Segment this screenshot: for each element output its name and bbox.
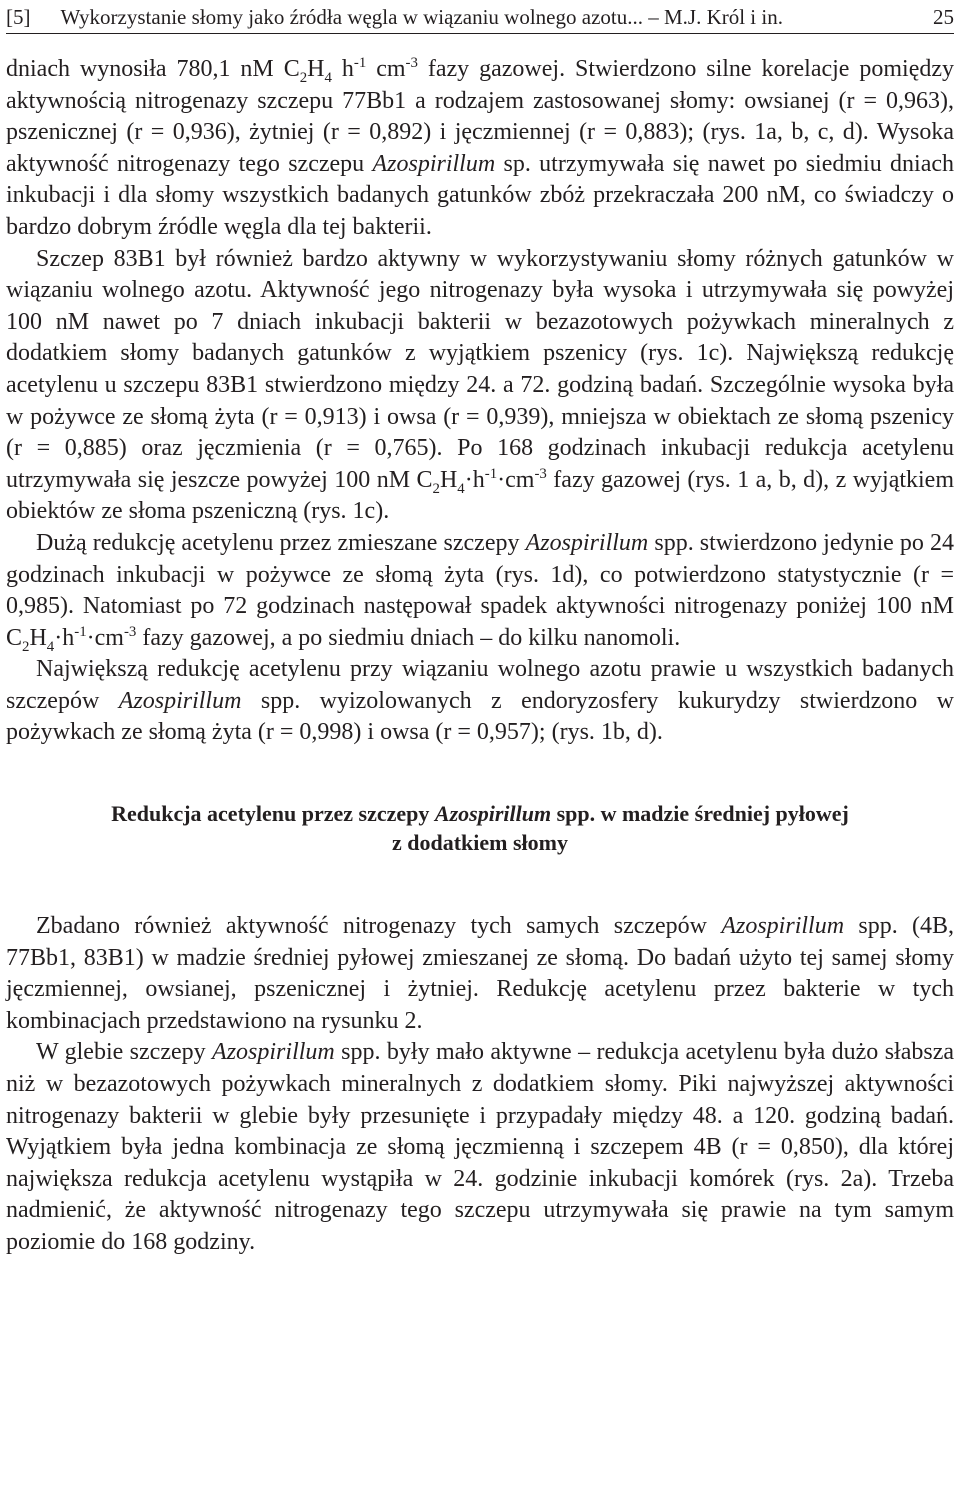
species-name: Azospirillum [434, 801, 552, 827]
section-heading: Redukcja acetylenu przez szczepy Azospirillum spp. w madzie średniej pyłowej z dodatkiem słomy [111, 801, 849, 856]
running-title: Wykorzystanie słomy jako źródła węgla w wiązaniu wolnego azotu... – M.J. Król i in. [60, 4, 783, 29]
superscript: -1 [74, 623, 87, 640]
section-number: [5] [6, 4, 31, 29]
species-name: Azospirillum [372, 150, 496, 177]
paragraph-1: dniach wynosiła 780,1 nM $C_2H_4$ $h^{-1}$ $cm^{-3}$ fazy gazowej. Stwierdzono silne korelacje pomiędzy aktywnością nitrogenazy szczepu 77Bb1 a rodzajem zastosowanej słomy: owsianej (r = 0,963), pszenicznej (r = 0,936), żytniej (r = 0,892) i jęczmiennej (r = 0,883); (rys. 1a, b, c, d). Wysoka aktywność nitrogenazy tego szczepu Azospirillum sp. utrzymywała się nawet po siedmiu dniach inkubacji i dla słomy wszystkich badanych gatunków zbóż przekraczała 200 nM, co świadczy o bardzo dobrym źródle węgla dla tej bakterii. [6, 55, 955, 240]
species-name: Azospirillum [118, 687, 242, 714]
article-body [6, 54, 954, 1259]
subscript: 2 [299, 69, 308, 86]
subscript: 4 [324, 69, 332, 86]
species-name: Azospirillum [212, 1039, 335, 1066]
subscript: 4 [46, 638, 55, 655]
species-name: Azospirillum [525, 529, 649, 556]
page-number: 25 [933, 4, 954, 29]
superscript: -1 [484, 465, 498, 482]
superscript: -3 [405, 55, 418, 71]
paragraph-5: Zbadano również aktywność nitrogenazy tych samych szczepów Azospirillum spp. (4B, 77Bb1, 83B1) w madzie średniej pyłowej zmieszanej ze słomą. Do badań użyto tej samej słomy jęczmiennej, owsianej, pszenicznej i żytniej. Redukcję acetylenu przez bakterie w tych kombinacjach przedstawiono na rysunku 2. [6, 913, 955, 1034]
superscript: -3 [123, 623, 137, 640]
paragraph-2: Szczep 83B1 był również bardzo aktywny w wykorzystywaniu słomy różnych gatunków w wiązaniu wolnego azotu. Aktywność jego nitrogenazy była wysoka i utrzymywała się powyżej 100 nM nawet po 7 dniach inkubacji bakterii w bezazotowych pożywkach mineralnych z dodatkiem słomy badanych gatunków z wyjątkiem pszenicy (rys. 1c). Największą redukcję acetylenu u szczepu 83B1 stwierdzono między 24. a 72. godziną badań. Szczególnie wysoka była w pożywce ze słomą żyta (r = 0,913) i owsa (r = 0,939), mniejsza w obiektach ze słomą pszenicy (r = 0,885) oraz jęczmienia (r = 0,765). Po 168 godzinach inkubacji redukcja acetylenu utrzymywała się jeszcze powyżej 100 nM $C_2H_4\cdot h^{-1}\cdot cm^{-3}$ fazy gazowej (rys. 1 a, b, d), z wyjątkiem obiektów ze słoma pszeniczną (rys. 1c). [6, 245, 954, 525]
paragraph-4: Największą redukcję acetylenu przy wiązaniu wolnego azotu prawie u wszystkich badanych szczepów Azospirillum spp. wyizolowanych z endoryzosfery kukurydzy stwierdzono w pożywkach ze słomą żyta (r = 0,998) i owsa (r = 0,957); (rys. 1b, d). [6, 656, 955, 746]
superscript: -3 [534, 465, 547, 482]
paragraph-3: Dużą redukcję acetylenu przez zmieszane szczepy Azospirillum spp. stwierdzono jedynie po 24 godzinach inkubacji w pożywce ze słomą żyta (rys. 1d), co potwierdzono statystycznie (r = 0,985). Natomiast po 72 godzinach następował spadek aktywności nitrogenazy poniżej 100 nM $C_2H_4\cdot h^{-1}\cdot cm^{-3}$ fazy gazowej, a po siedmiu dniach – do kilku nanomoli. [6, 529, 954, 655]
superscript: -1 [353, 55, 367, 71]
paragraph-6: W glebie szczepy Azospirillum spp. były mało aktywne – redukcja acetylenu była dużo słabsza niż w bezazotowych pożywkach mineralnych z dodatkiem słomy. Piki najwyższej aktywności nitrogenazy bakterii w glebie były przesunięte i przypadały między 48. a 120. godziną badań. Wyjątkiem była jedna kombinacja ze słomą jęczmienną i szczepem 4B (r = 0,850), dla której największa redukcja acetylenu wystąpiła w 24. godzinie inkubacji komórek (rys. 2a). Trzeba nadmienić, że aktywność nitrogenazy tego szczepu utrzymywała się prawie na tym samym poziomie do 168 godziny. [6, 1039, 954, 1255]
running-header [6, 0, 954, 34]
subscript: 2 [432, 480, 440, 497]
species-name: Azospirillum [721, 913, 845, 940]
subscript: 2 [22, 638, 30, 655]
subscript: 4 [457, 480, 465, 497]
